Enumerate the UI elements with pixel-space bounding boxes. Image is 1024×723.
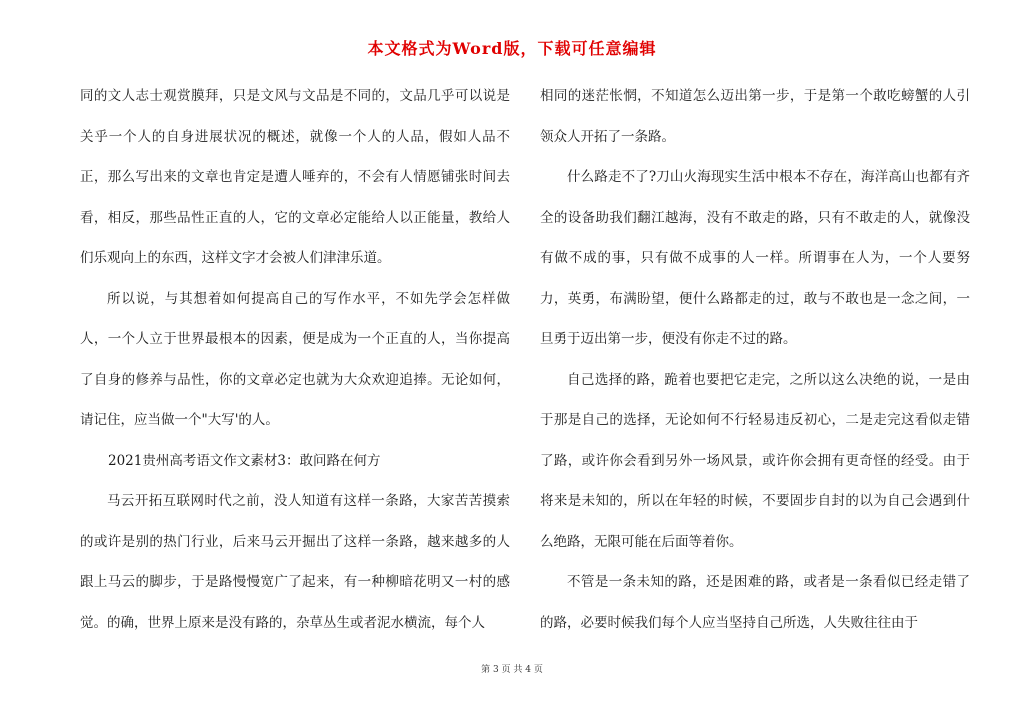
left-column [80, 76, 510, 643]
paragraph: 同的文人志士观赏膜拜，只是文风与文品是不同的，文品几乎可以说是关乎一个人的自身进展状况的概述，就像一个人的人品，假如人品不正，那么写出来的文章也肯定是遭人唾弃的，不会有人情愿铺张时间去看，相反，那些品性正直的人，它的文章必定能给人以正能量，教给人们乐观向上的东西，这样文字才会被人们津津乐道。 [80, 88, 510, 266]
paragraph: 相同的迷茫怅惘，不知道怎么迈出第一步，于是第一个敢吃螃蟹的人引领众人开拓了一条路。 [540, 88, 970, 145]
paragraph: 马云开拓互联网时代之前，没人知道有这样一条路，大家苦苦摸索的或许是别的热门行业，后来马云开掘出了这样一条路，越来越多的人跟上马云的脚步，于是路慢慢宽广了起来，有一种柳暗花明又一村的感觉。的确，世界上原来是没有路的，杂草丛生或者泥水横流，每个人 [80, 493, 510, 631]
paragraph: 不管是一条未知的路，还是困难的路，或者是一条看似已经走错了的路，必要时候我们每个人应当坚持自己所选，人失败往往由于 [540, 574, 970, 631]
paragraph: 所以说，与其想着如何提高自己的写作水平，不如先学会怎样做人，一个人立于世界最根本的因素，便是成为一个正直的人，当你提高了自身的修养与品性，你的文章必定也就为大众欢迎追捧。无论如何，请记住，应当做一个"大写'的人。 [80, 290, 510, 428]
right-column [540, 76, 970, 643]
paragraph: 什么路走不了?刀山火海现实生活中根本不存在，海洋高山也都有齐全的设备助我们翻江越海，没有不敢走的路，只有不敢走的人，就像没有做不成的事，只有做不成事的人一样。所谓事在人为，一个人要努力，英勇，布满盼望，便什么路都走的过，敢与不敢也是一念之间，一旦勇于迈出第一步，便没有你走不过的路。 [540, 169, 970, 347]
document-banner: 本文格式为Word版，下载可任意编辑 [367, 39, 657, 58]
page-number: 第 3 页 共 4 页 [481, 665, 543, 675]
section-title: 2021贵州高考语文作文素材3：敢问路在何方 [108, 452, 381, 469]
paragraph: 自己选择的路，跪着也要把它走完，之所以这么决绝的说，一是由于那是自己的选择，无论如何不行轻易违反初心，二是走完这看似走错了路，或许你会看到另外一场风景，或许你会拥有更奇怪的经受。由于将来是未知的，所以在年轻的时候，不要固步自封的以为自己会遇到什么绝路，无限可能在后面等着你。 [540, 371, 970, 550]
